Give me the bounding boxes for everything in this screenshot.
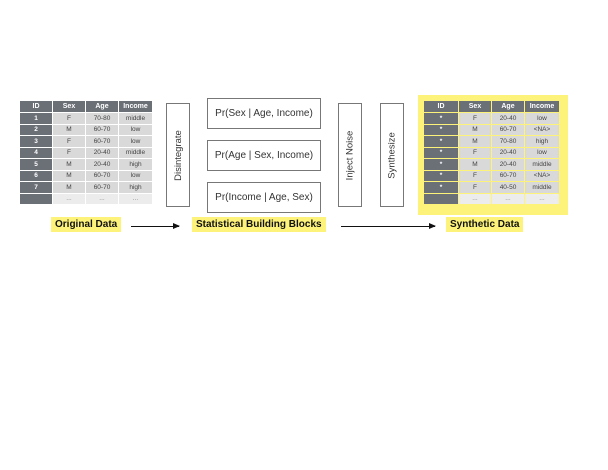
row-id-cell: ... (424, 194, 458, 205)
table-cell: ... (119, 194, 152, 205)
table-row (20, 159, 152, 170)
table-cell: 20-40 (86, 148, 118, 159)
table-cell: M (459, 136, 491, 147)
row-id-cell: ... (20, 194, 52, 205)
table-cell: 70-80 (86, 113, 118, 124)
table-row-ellipsis (20, 194, 152, 205)
table-row (424, 182, 559, 193)
table-cell: F (53, 148, 85, 159)
column-header: Sex (459, 101, 491, 112)
table-row (424, 136, 559, 147)
inject-noise-label: Inject Noise (344, 130, 356, 180)
table-row (20, 182, 152, 193)
table-cell: 60-70 (492, 125, 524, 136)
table-cell: 70-80 (492, 136, 524, 147)
table-cell: 20-40 (492, 159, 524, 170)
synthesize-label: Synthesize (386, 131, 398, 179)
synthetic-data-label: Synthetic Data (446, 217, 523, 232)
table-row (20, 171, 152, 182)
table-cell: 40-50 (492, 182, 524, 193)
table-cell: M (53, 159, 85, 170)
table-cell: low (119, 136, 152, 147)
table-cell: low (119, 171, 152, 182)
table-cell: M (459, 125, 491, 136)
table-cell: high (119, 182, 152, 193)
row-id-cell: 5 (20, 159, 52, 170)
table-cell: F (459, 171, 491, 182)
table-cell: 60-70 (86, 136, 118, 147)
table-cell: M (459, 159, 491, 170)
table-cell: ... (53, 194, 85, 205)
table-cell: 20-40 (86, 159, 118, 170)
building-block-income (207, 182, 321, 213)
table-cell: 20-40 (492, 113, 524, 124)
table-row (20, 136, 152, 147)
row-id-cell: 4 (20, 148, 52, 159)
table-row (424, 113, 559, 124)
row-id-cell: * (424, 148, 458, 159)
building-block-age (207, 140, 321, 171)
inject-noise-box (338, 103, 362, 207)
table-cell: 20-40 (492, 148, 524, 159)
table-cell: middle (525, 159, 559, 170)
original-data-label: Original Data (51, 217, 121, 232)
row-id-cell: * (424, 125, 458, 136)
column-header: Income (119, 101, 152, 112)
table-cell: middle (525, 182, 559, 193)
row-id-cell: * (424, 159, 458, 170)
synthesize-box (380, 103, 404, 207)
table-cell: 60-70 (86, 182, 118, 193)
synthetic-data-table (423, 100, 560, 205)
row-id-cell: 6 (20, 171, 52, 182)
table-cell: high (525, 136, 559, 147)
table-cell: low (525, 148, 559, 159)
table-cell: ... (492, 194, 524, 205)
table-row (424, 171, 559, 182)
table-row (424, 148, 559, 159)
disintegrate-box (166, 103, 190, 207)
table-row (20, 113, 152, 124)
table-cell: <NA> (525, 125, 559, 136)
table-row (424, 125, 559, 136)
table-cell: ... (86, 194, 118, 205)
table-cell: middle (119, 148, 152, 159)
column-header: ID (20, 101, 52, 112)
building-block-label: Pr(Income | Age, Sex) (215, 192, 313, 203)
table-cell: F (459, 113, 491, 124)
building-block-label: Pr(Age | Sex, Income) (214, 150, 314, 161)
row-id-cell: * (424, 136, 458, 147)
table-cell: M (53, 171, 85, 182)
table-cell: 60-70 (86, 125, 118, 136)
table-cell: 60-70 (86, 171, 118, 182)
table-cell: middle (119, 113, 152, 124)
table-cell: ... (525, 194, 559, 205)
column-header: Age (86, 101, 118, 112)
table-cell: F (459, 148, 491, 159)
building-block-sex (207, 98, 321, 129)
table-cell: M (53, 125, 85, 136)
original-data-table (19, 100, 153, 205)
table-row (424, 159, 559, 170)
table-cell: ... (459, 194, 491, 205)
building-block-label: Pr(Sex | Age, Income) (215, 108, 313, 119)
table-cell: <NA> (525, 171, 559, 182)
row-id-cell: * (424, 171, 458, 182)
table-row (20, 125, 152, 136)
row-id-cell: 2 (20, 125, 52, 136)
table-row (20, 148, 152, 159)
table-cell: 60-70 (492, 171, 524, 182)
table-cell: F (53, 113, 85, 124)
table-cell: low (525, 113, 559, 124)
row-id-cell: * (424, 182, 458, 193)
table-cell: F (53, 136, 85, 147)
table-cell: low (119, 125, 152, 136)
table-cell: high (119, 159, 152, 170)
table-cell: F (459, 182, 491, 193)
column-header: Sex (53, 101, 85, 112)
table-row-ellipsis (424, 194, 559, 205)
disintegrate-label: Disintegrate (172, 129, 184, 181)
row-id-cell: 1 (20, 113, 52, 124)
column-header: Age (492, 101, 524, 112)
column-header: Income (525, 101, 559, 112)
row-id-cell: * (424, 113, 458, 124)
row-id-cell: 7 (20, 182, 52, 193)
table-cell: M (53, 182, 85, 193)
building-blocks-label: Statistical Building Blocks (192, 217, 326, 232)
arrow-right-icon (131, 226, 179, 227)
row-id-cell: 3 (20, 136, 52, 147)
column-header: ID (424, 101, 458, 112)
arrow-right-icon (341, 226, 435, 227)
